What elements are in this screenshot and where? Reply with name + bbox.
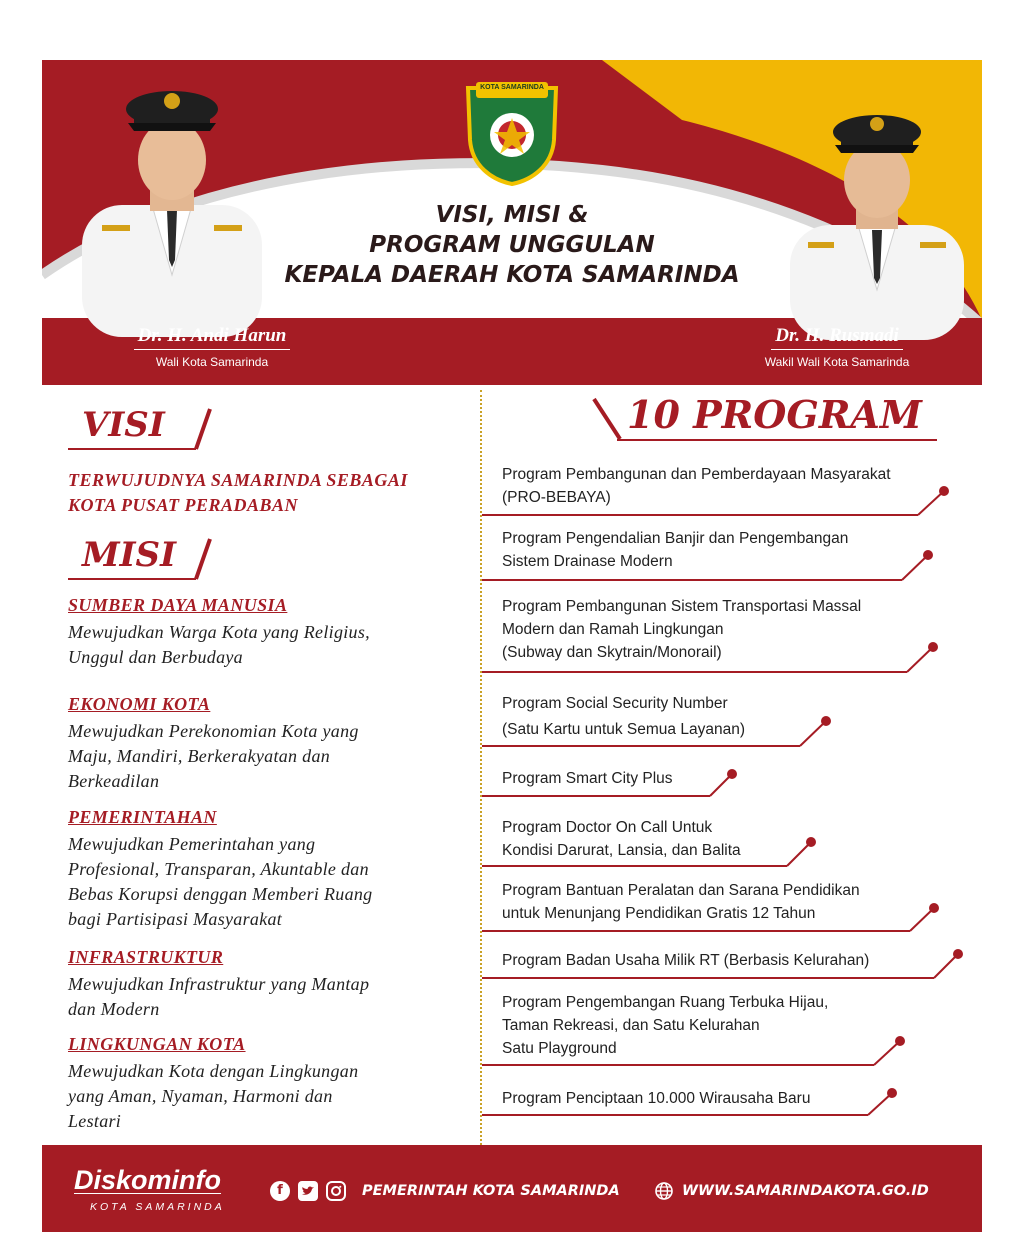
- program-line: Program Smart City Plus: [502, 770, 673, 787]
- misi-heading: SUMBER DAYA MANUSIA: [68, 595, 288, 615]
- visi-underline: [68, 405, 238, 453]
- misi-line: Berkeadilan: [68, 771, 160, 791]
- footer-website-link[interactable]: WWW.SAMARINDAKOTA.GO.ID: [682, 1183, 929, 1199]
- misi-item: [68, 947, 468, 1022]
- misi-line: yang Aman, Nyaman, Harmoni dan: [68, 1086, 333, 1106]
- left-person-plate: [102, 325, 322, 369]
- misi-line: dan Modern: [68, 999, 160, 1019]
- misi-heading: INFRASTRUKTUR: [68, 947, 224, 967]
- misi-heading: PEMERINTAHAN: [68, 807, 217, 827]
- misi-text: [68, 719, 468, 794]
- misi-line: Bebas Korupsi denggan Memberi Ruang: [68, 884, 373, 904]
- misi-item: [68, 1034, 468, 1134]
- facebook-icon[interactable]: f: [270, 1181, 290, 1201]
- poster: [42, 60, 982, 1232]
- misi-line: Mewujudkan Kota dengan Lingkungan: [68, 1061, 359, 1081]
- misi-heading: LINGKUNGAN KOTA: [68, 1034, 246, 1054]
- program-line: (Satu Kartu untuk Semua Layanan): [502, 721, 745, 738]
- footer-brand-sub: KOTA SAMARINDA: [90, 1201, 225, 1213]
- program-line: untuk Menunjang Pendidikan Gratis 12 Tahun: [502, 905, 816, 922]
- vice-mayor-portrait: [782, 100, 972, 340]
- program-connector: [482, 900, 962, 936]
- program-connector: [482, 832, 962, 868]
- misi-title: MISI: [82, 535, 176, 575]
- mayor-role: Wali Kota Samarinda: [155, 355, 269, 369]
- misi-text: [68, 832, 468, 932]
- footer: [42, 1145, 982, 1232]
- program-connector: [482, 640, 962, 676]
- visi-line-2: KOTA PUSAT PERADABAN: [68, 495, 299, 515]
- header-banner: [42, 60, 982, 385]
- misi-text: [68, 972, 468, 1022]
- program-connector: [482, 485, 962, 521]
- misi-line: Maju, Mandiri, Berkerakyatan dan: [68, 746, 331, 766]
- emblem-text: KOTA SAMARINDA: [480, 84, 544, 91]
- misi-line: Unggul dan Berbudaya: [68, 647, 243, 667]
- program-line: Program Pengembangan Ruang Terbuka Hijau,: [502, 994, 829, 1011]
- misi-line: bagi Partisipasi Masyarakat: [68, 909, 283, 929]
- instagram-icon[interactable]: [326, 1181, 346, 1201]
- mayor-portrait: [72, 75, 272, 337]
- misi-line: Mewujudkan Infrastruktur yang Mantap: [68, 974, 370, 994]
- program-connector: [482, 715, 962, 751]
- footer-brand: Diskominfo: [74, 1165, 222, 1195]
- program-line: Program Bantuan Peralatan dan Sarana Pendidikan: [502, 882, 860, 899]
- program-title-underline: [617, 438, 937, 442]
- program-line: Satu Playground: [502, 1040, 617, 1057]
- visi-line-1: TERWUJUDNYA SAMARINDA SEBAGAI: [68, 470, 408, 490]
- program-connector: [482, 768, 962, 804]
- misi-line: Mewujudkan Perekonomian Kota yang: [68, 721, 359, 741]
- footer-org: PEMERINTAH KOTA SAMARINDA: [362, 1183, 620, 1199]
- misi-text: [68, 620, 468, 670]
- program-title: 10 PROGRAM: [627, 392, 922, 437]
- vice-mayor-role: Wakil Wali Kota Samarinda: [764, 355, 910, 369]
- title-line-3: KEPALA DAERAH KOTA SAMARINDA: [284, 262, 740, 288]
- misi-item: [68, 595, 468, 670]
- program-connector: [482, 1085, 962, 1121]
- program-line: Sistem Drainase Modern: [502, 553, 673, 570]
- program-line: Kondisi Darurat, Lansia, dan Balita: [502, 842, 741, 859]
- misi-text: [68, 1059, 468, 1134]
- program-line: (Subway dan Skytrain/Monorail): [502, 644, 722, 661]
- program-connector: [482, 945, 972, 981]
- program-connector: [482, 1034, 962, 1070]
- globe-icon: [654, 1181, 674, 1201]
- misi-item: [68, 694, 468, 794]
- visi-title: VISI: [82, 405, 165, 445]
- misi-line: Mewujudkan Pemerintahan yang: [68, 834, 316, 854]
- misi-item: [68, 807, 468, 932]
- city-emblem-icon: [462, 80, 562, 186]
- title-line-1: VISI, MISI &: [435, 202, 589, 228]
- visi-statement: [68, 468, 468, 518]
- program-line: Program Pembangunan dan Pemberdayaan Masyarakat: [502, 466, 891, 483]
- program-title-slash: [590, 395, 630, 443]
- vice-mayor-name: Dr. H. Rusmadi: [771, 325, 903, 350]
- misi-line: Mewujudkan Warga Kota yang Religius,: [68, 622, 370, 642]
- program-connector: [482, 547, 962, 583]
- program-line: (PRO-BEBAYA): [502, 489, 611, 506]
- program-line: Program Badan Usaha Milik RT (Berbasis Kelurahan): [502, 952, 870, 969]
- right-person-plate: [732, 325, 942, 369]
- title-line-2: PROGRAM UNGGULAN: [369, 232, 655, 258]
- misi-line: Profesional, Transparan, Akuntable dan: [68, 859, 369, 879]
- program-line: Modern dan Ramah Lingkungan: [502, 621, 724, 638]
- program-line: Taman Rekreasi, dan Satu Kelurahan: [502, 1017, 760, 1034]
- misi-underline: [68, 535, 238, 583]
- program-line: Program Pembangunan Sistem Transportasi Massal: [502, 598, 862, 615]
- program-line: Program Pengendalian Banjir dan Pengembangan: [502, 530, 849, 547]
- misi-line: Lestari: [68, 1111, 122, 1131]
- misi-heading: EKONOMI KOTA: [68, 694, 211, 714]
- page-title: [232, 200, 792, 290]
- mayor-name: Dr. H. Andi Harun: [134, 325, 291, 350]
- twitter-icon[interactable]: [298, 1181, 318, 1201]
- program-line: Program Doctor On Call Untuk: [502, 819, 713, 836]
- program-line: Program Penciptaan 10.000 Wirausaha Baru: [502, 1090, 811, 1107]
- program-line: Program Social Security Number: [502, 695, 728, 712]
